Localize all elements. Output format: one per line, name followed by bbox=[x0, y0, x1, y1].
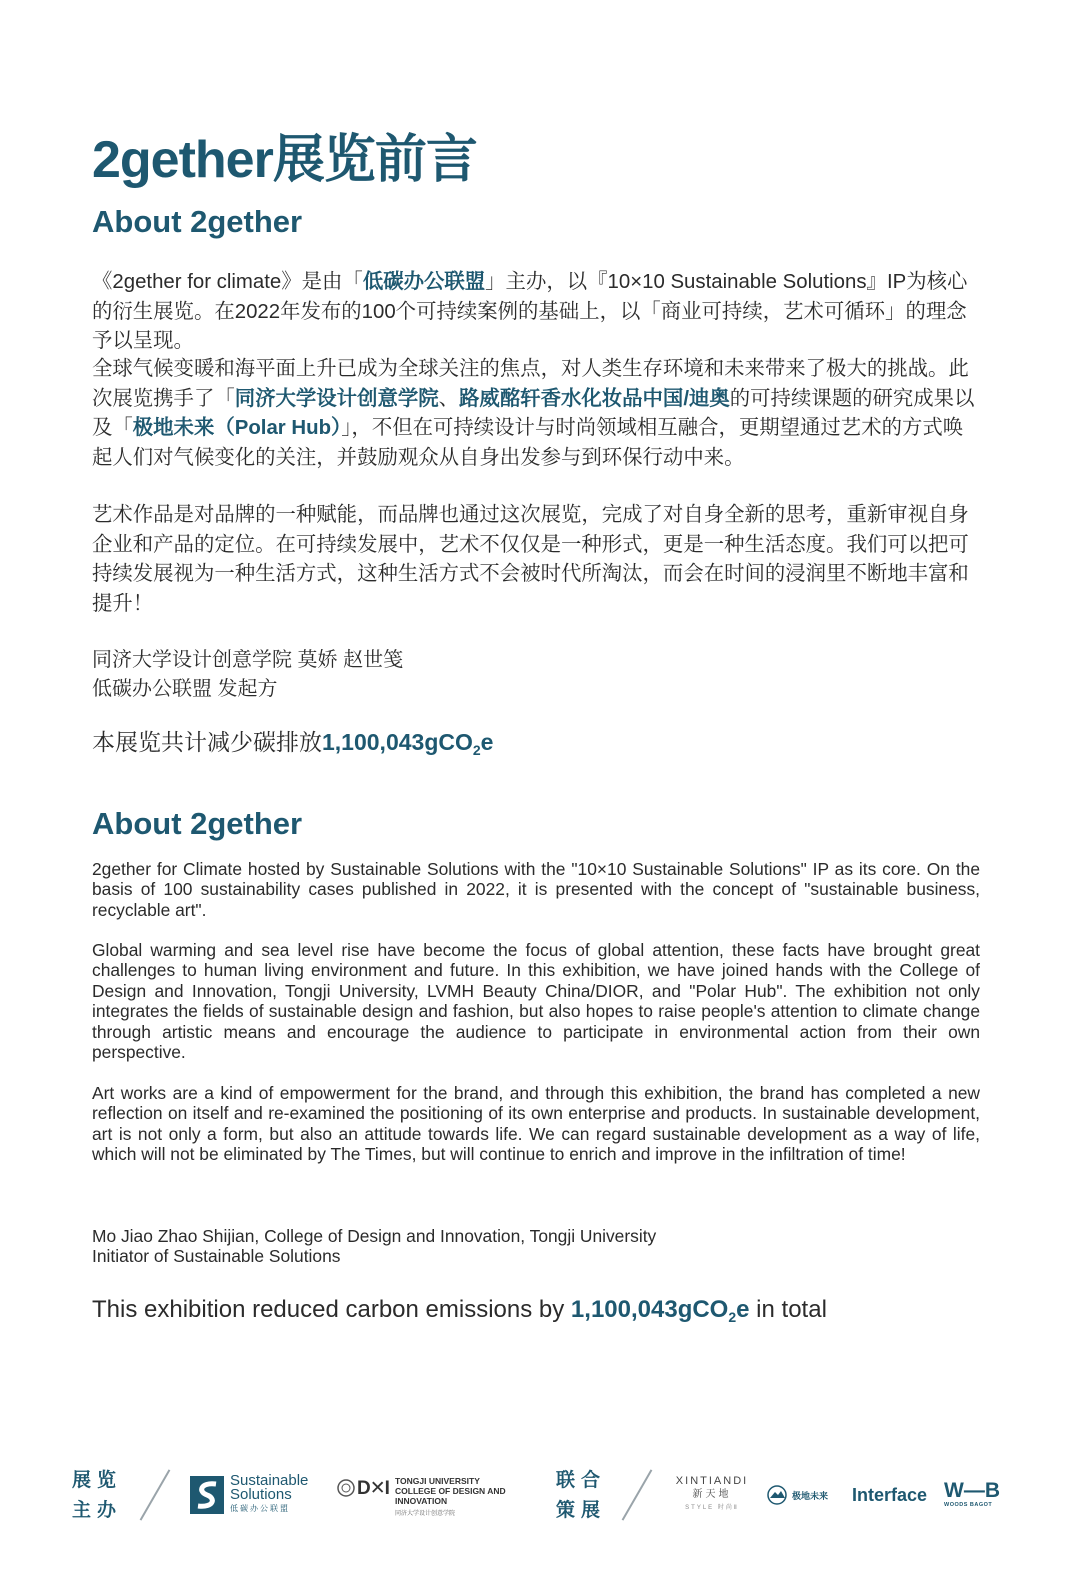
highlight-polar-hub: 极地未来（Polar Hub） bbox=[132, 417, 342, 439]
xintiandi-logo: XINTIANDI 新天地 STYLE 时尚Ⅱ bbox=[675, 1475, 749, 1511]
interface-logo: Interface bbox=[852, 1485, 928, 1505]
en-signature-1: Mo Jiao Zhao Shijian, College of Design and Innovation, Tongji University bbox=[92, 1226, 657, 1246]
polar-hub-icon bbox=[766, 1484, 788, 1506]
footer-cocurator-label: 联合 策展 bbox=[556, 1470, 607, 1521]
sustainable-solutions-logo: Sustainable Solutions 低碳办公联盟 bbox=[190, 1474, 320, 1520]
divider bbox=[140, 1469, 171, 1520]
ss-logo-icon bbox=[190, 1476, 224, 1514]
en-carbon-total: This exhibition reduced carbon emissions by 1,100,043gCO$_2$e in total bbox=[92, 1296, 827, 1325]
polar-hub-logo: 极地未来 bbox=[766, 1484, 840, 1508]
highlight-alliance: 低碳办公联盟 bbox=[362, 271, 486, 293]
zh-paragraph-3: 艺术作品是对品牌的一种赋能，而品牌也通过这次展览，完成了对自身全新的思考，重新审视自身企业和产品的定位。在可持续发展中，艺术不仅仅是一种形式，更是一种生活态度。我们可以把可持续发展视为一种生活方式，这种生活方式不会被时代所淘汰，而会在时间的浸润里不断地丰富和提升！ bbox=[92, 504, 969, 615]
section-heading-en: About 2gether bbox=[92, 806, 303, 841]
en-paragraph-3: Art works are a kind of empowerment for the brand, and through this exhibition, the brand has completed a new reflection on itself and re-examined the positioning of its own enterprise and products. In sustainable development, art is not only a form, but also an attitude towards life. We can regard sustainable development as a way of life, which will not be eliminated by The Times, but will continue to enrich and improve in the infiltration of time! bbox=[92, 1083, 980, 1165]
tongji-dxi-logo: D✕I TONGJI UNIVERSITY COLLEGE OF DESIGN AND INNOVATION 同济大学设计创意学院 bbox=[337, 1476, 527, 1518]
en-paragraph-1: 2gether for Climate hosted by Sustainable Solutions with the "10×10 Sustainable Solutions" IP as its core. On the basis of 100 sustainability cases published in 2022, it is presented with the concept of "sustainable business, recyclable art". bbox=[92, 859, 980, 920]
highlight-tongji: 同济大学设计创意学院 bbox=[234, 387, 439, 410]
en-paragraph-2: Global warming and sea level rise have become the focus of global attention, these facts have brought great challenges to human living environment and future. In this exhibition, we have joined hands with the College of Design and Innovation, Tongji University, LVMH Beauty China/DIOR, and "Polar Hub". The exhibition not only integrates the fields of sustainable design and fashion, but also hopes to raise people's attention to climate change through artistic means and encourage the audience to participate in environmental action from their own perspective. bbox=[92, 940, 980, 1063]
zh-carbon-total: 本展览共计减少碳排放1,100,043gCO$_2$e bbox=[92, 729, 494, 758]
tongji-emblem-icon bbox=[337, 1479, 355, 1497]
highlight-lvmh: 路威酩轩香水化妆品中国/迪奥 bbox=[459, 387, 730, 410]
woods-bagot-logo: W—B WOODS BAGOT bbox=[944, 1479, 1000, 1508]
en-signature-2: Initiator of Sustainable Solutions bbox=[92, 1246, 341, 1266]
zh-paragraph-1: 《2gether for climate》是由「低碳办公联盟」主办，以『10×10 Sustainable Solutions』IP为核心的衍生展览。在2022年发布的100个可持续案例的基础上，以「商业可持续，艺术可循环」的理念予以呈现。 bbox=[92, 271, 968, 352]
zh-paragraph-2: 全球气候变暖和海平面上升已成为全球关注的焦点，对人类生存环境和未来带来了极大的挑战。此次展览携手了「同济大学设计创意学院、路威酩轩香水化妆品中国/迪奥的可持续课题的研究成果以及「极地未来（Polar Hub）」，不但在可持续设计与时尚领域相互融合，更期望通过艺术的方式唤起人们对气候变化的关注，并鼓励观众从自身出发参与到环保行动中来。 bbox=[92, 358, 975, 469]
footer-host-label: 展览 主办 bbox=[72, 1470, 123, 1521]
divider bbox=[622, 1469, 653, 1520]
zh-signature-1: 同济大学设计创意学院 莫娇 赵世笺 bbox=[92, 649, 404, 671]
page-title: 2gether展览前言 bbox=[92, 131, 477, 189]
section-heading-zh: About 2gether bbox=[92, 204, 303, 239]
zh-signature-2: 低碳办公联盟 发起方 bbox=[92, 678, 278, 700]
